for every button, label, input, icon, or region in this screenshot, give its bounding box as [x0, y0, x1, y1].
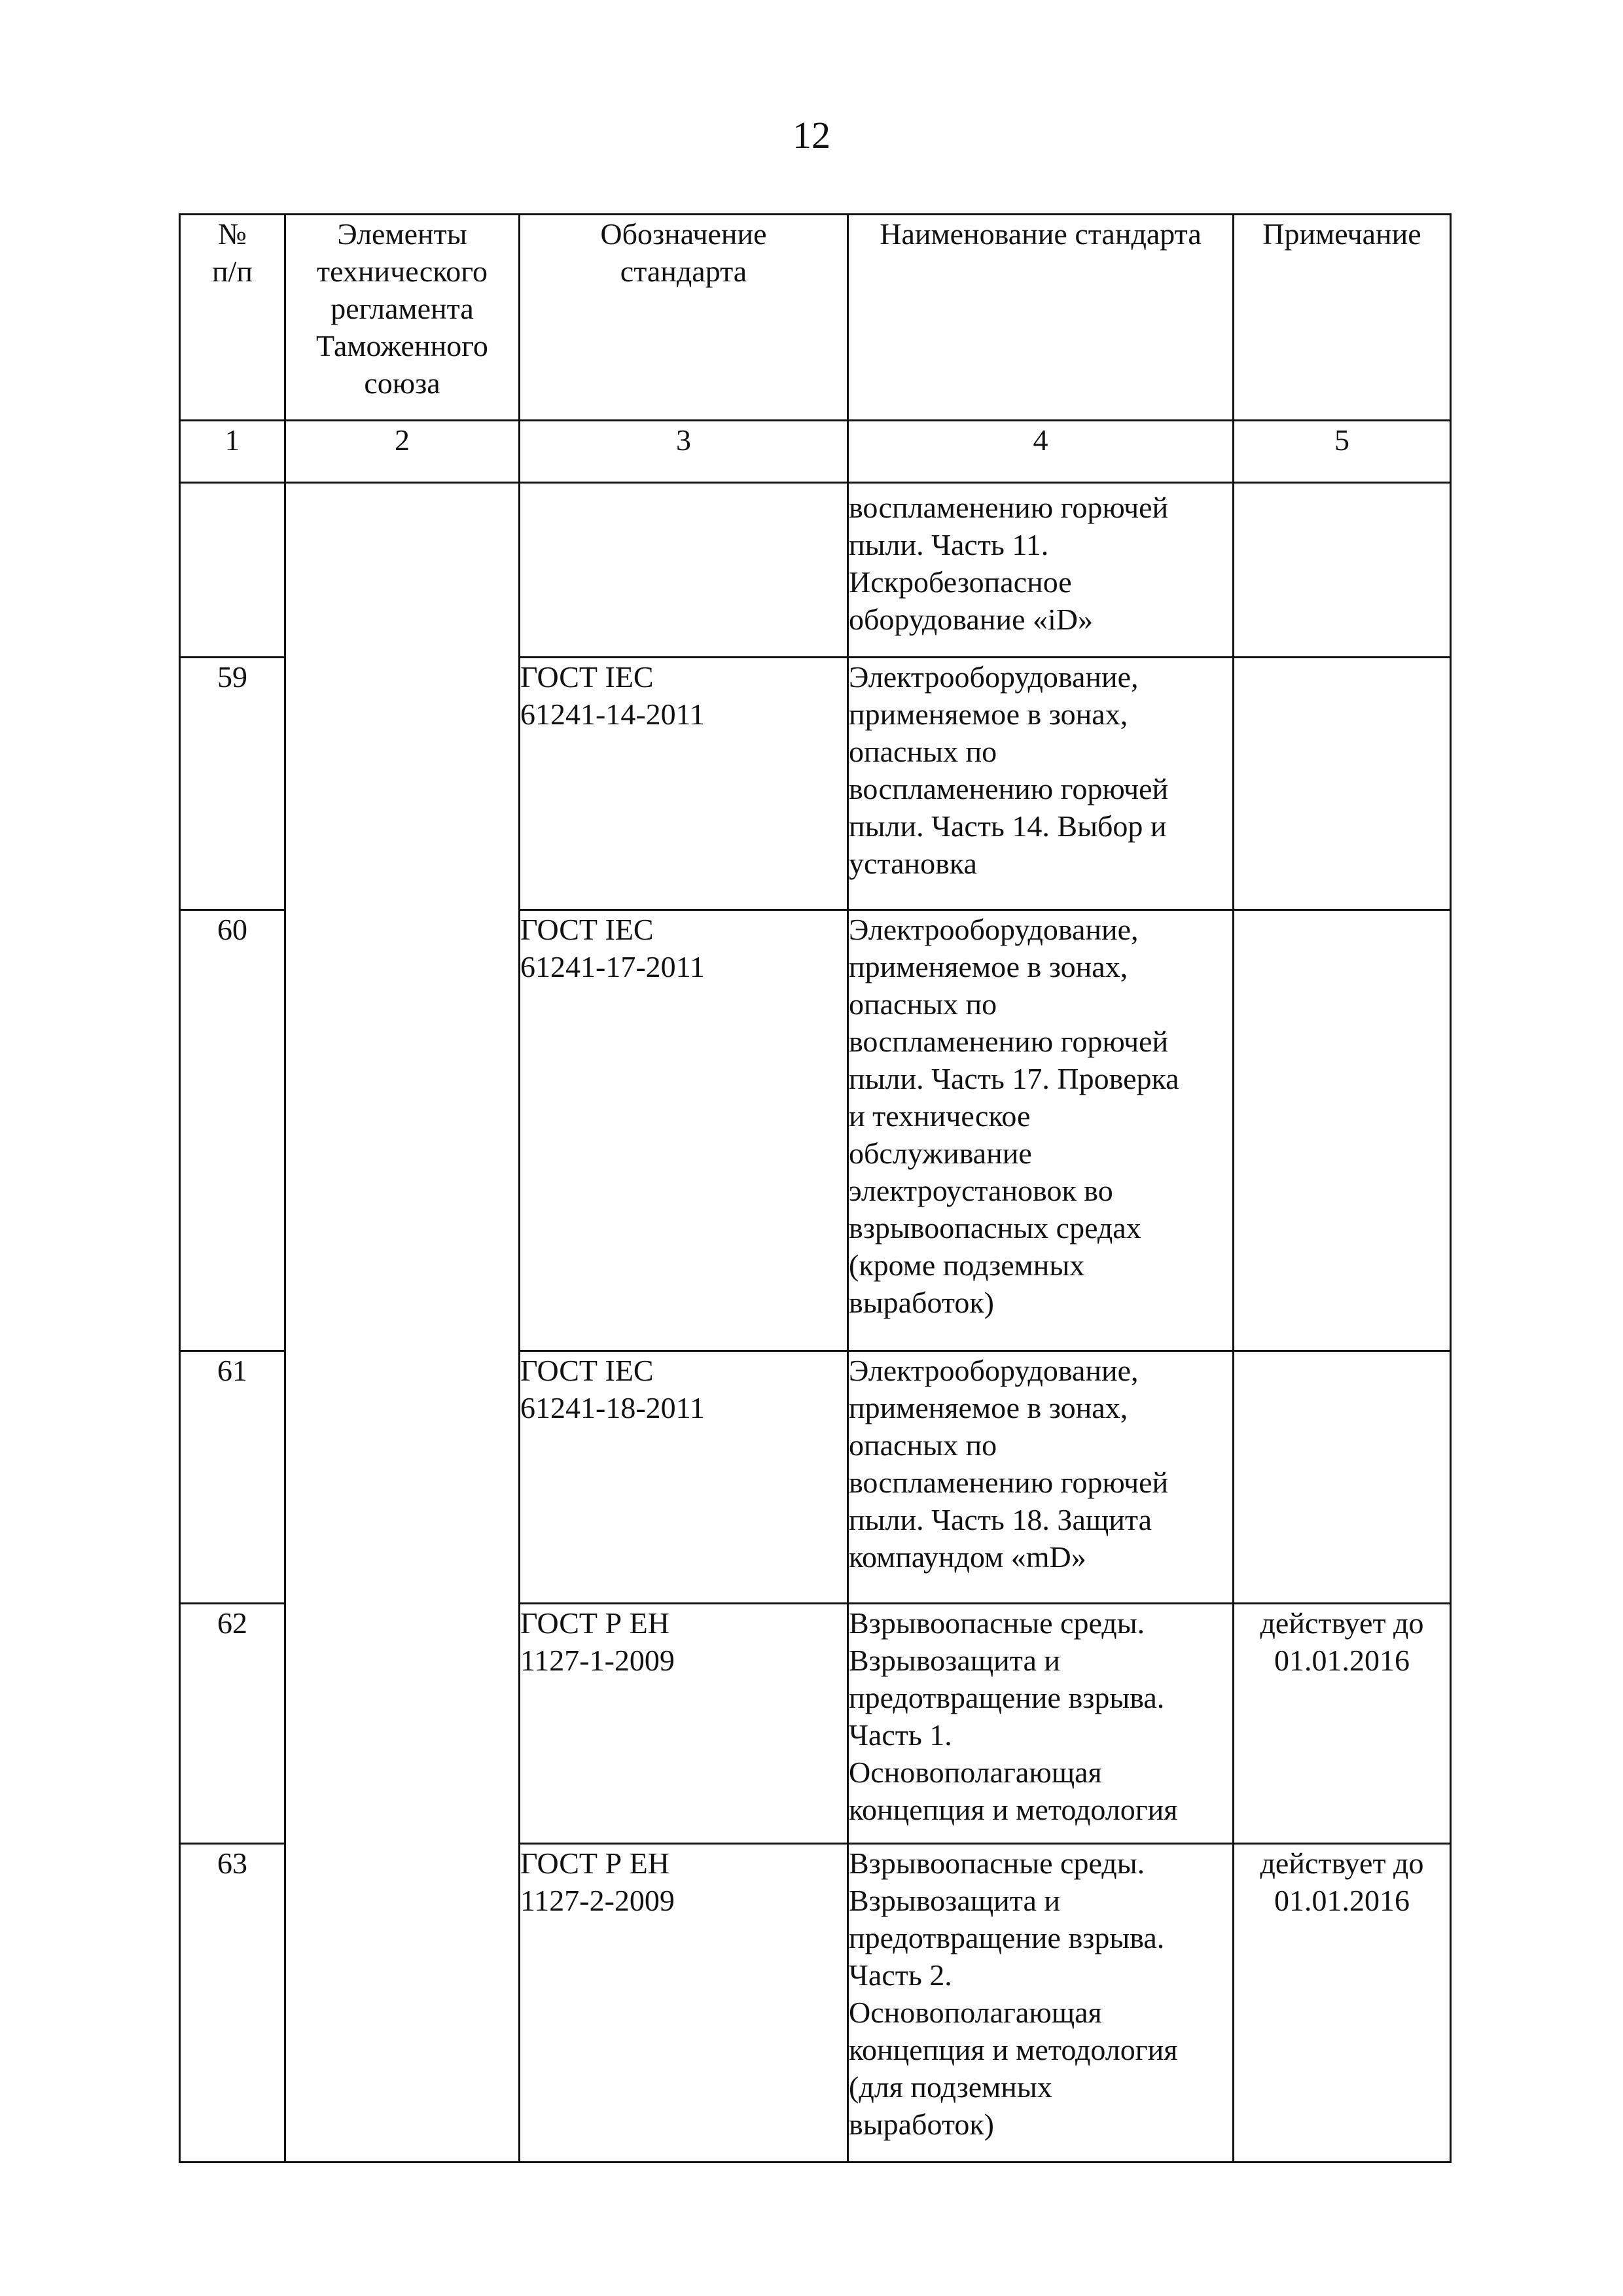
table-row [180, 483, 1451, 658]
note: действует до 01.01.2016 [1234, 1844, 1451, 2163]
column-number: 2 [285, 421, 520, 483]
column-number-row [180, 421, 1451, 483]
standard-designation: ГОСТ IEC 61241-18-2011 [520, 1351, 848, 1604]
note [1234, 658, 1451, 910]
note [1234, 1351, 1451, 1604]
row-number: 59 [180, 658, 285, 910]
header-note: Примечание [1234, 215, 1451, 421]
standard-name: Электрооборудование, применяемое в зонах, опасных по воспламенению горючей пыли. Часть 17. Проверка и техническое обслуживание электроустановок во взрывоопасных средах (кроме подземных выработок) [848, 910, 1234, 1351]
standard-designation: ГОСТ Р ЕН 1127-2-2009 [520, 1844, 848, 2163]
elements-cell [285, 483, 520, 2163]
header-num: № п/п [180, 215, 285, 421]
note [1234, 910, 1451, 1351]
standard-designation: ГОСТ Р ЕН 1127-1-2009 [520, 1604, 848, 1844]
note: действует до 01.01.2016 [1234, 1604, 1451, 1844]
column-number: 5 [1234, 421, 1451, 483]
header-designation: Обозначение стандарта [520, 215, 848, 421]
standard-name: Взрывоопасные среды. Взрывозащита и предотвращение взрыва. Часть 1. Основополагающая концепция и методология [848, 1604, 1234, 1844]
row-number [180, 483, 285, 658]
row-number: 61 [180, 1351, 285, 1604]
standard-designation [520, 483, 848, 658]
standards-table [179, 213, 1452, 2163]
standard-name: Взрывоопасные среды. Взрывозащита и предотвращение взрыва. Часть 2. Основополагающая концепция и методология (для подземных выработок) [848, 1844, 1234, 2163]
standard-name: воспламенению горючей пыли. Часть 11. Искробезопасное оборудование «iD» [848, 483, 1234, 658]
row-number: 62 [180, 1604, 285, 1844]
header-elements: Элементы технического регламента Таможенного союза [285, 215, 520, 421]
standard-name: Электрооборудование, применяемое в зонах, опасных по воспламенению горючей пыли. Часть 18. Защита компаундом «mD» [848, 1351, 1234, 1604]
row-number: 60 [180, 910, 285, 1351]
header-row [180, 215, 1451, 421]
column-number: 3 [520, 421, 848, 483]
standard-designation: ГОСТ IEC 61241-14-2011 [520, 658, 848, 910]
note [1234, 483, 1451, 658]
row-number: 63 [180, 1844, 285, 2163]
header-name: Наименование стандарта [848, 215, 1234, 421]
standard-designation: ГОСТ IEC 61241-17-2011 [520, 910, 848, 1351]
page-number: 12 [793, 114, 830, 156]
column-number: 1 [180, 421, 285, 483]
standard-name: Электрооборудование, применяемое в зонах, опасных по воспламенению горючей пыли. Часть 14. Выбор и установка [848, 658, 1234, 910]
column-number: 4 [848, 421, 1234, 483]
